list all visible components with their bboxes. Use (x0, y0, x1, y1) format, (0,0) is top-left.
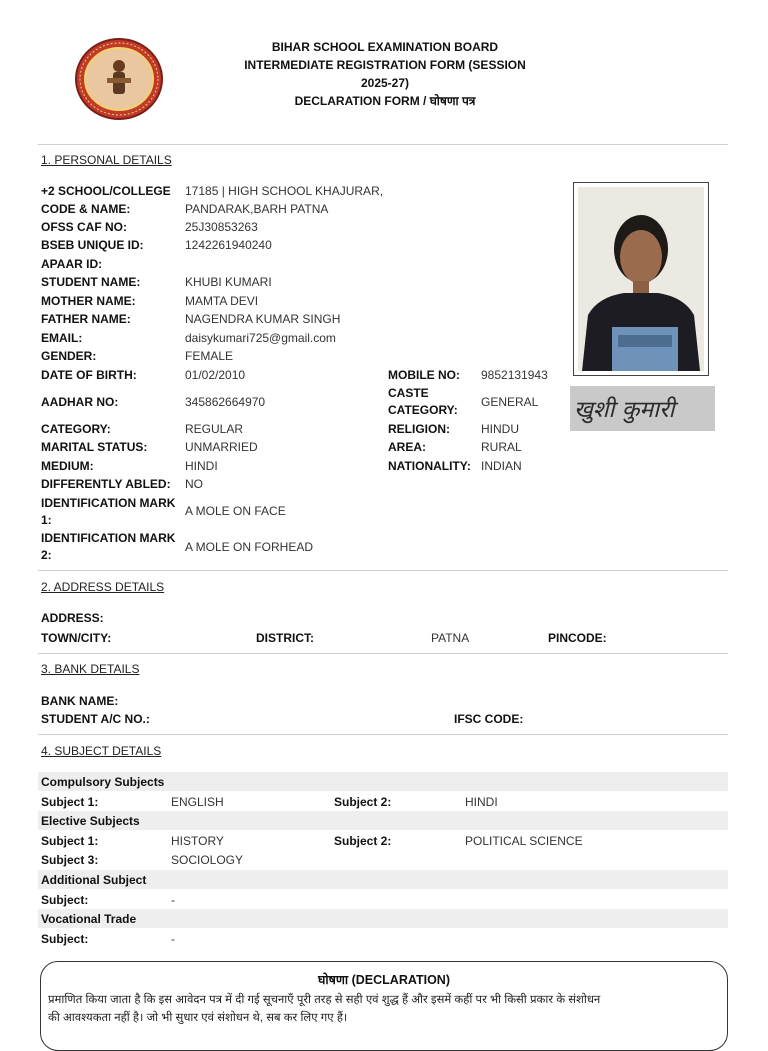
gender-value: FEMALE (185, 349, 234, 363)
aadhar-value: 345862664970 (185, 395, 266, 409)
student-name-value: KHUBI KUMARI (185, 275, 272, 289)
id-mark-2-value: A MOLE ON FORHEAD (185, 540, 314, 554)
compulsory-subject-1-label: Subject 1: (41, 795, 99, 809)
compulsory-subjects-title: Compulsory Subjects (41, 775, 165, 789)
category-value: REGULAR (185, 422, 244, 436)
elective-subject-3-value: SOCIOLOGY (171, 853, 244, 867)
ofss-label: OFSS CAF NO: (41, 220, 127, 234)
divider (38, 653, 728, 654)
pincode-label: PINCODE: (548, 631, 607, 645)
form-session: 2025-27) (360, 76, 410, 90)
form-title: INTERMEDIATE REGISTRATION FORM (SESSION (244, 58, 526, 72)
religion-value: HINDU (481, 422, 519, 436)
declaration-text-line-1: प्रमाणित किया जाता है कि इस आवेदन पत्र में दी गई सूचनाएँ पूरी तरह से सही एवं शुद्ध हैं और इसमें कहीं पर भी किसी प्रकार के संशोधन (48, 994, 601, 1006)
email-label: EMAIL: (41, 331, 83, 345)
marital-label: MARITAL STATUS: (41, 440, 148, 454)
bseb-id-value: 1242261940240 (185, 238, 272, 252)
gender-label: GENDER: (41, 349, 97, 363)
area-label: AREA: (388, 440, 426, 454)
compulsory-subject-2-label: Subject 2: (334, 795, 392, 809)
mother-name-label: MOTHER NAME: (41, 294, 136, 308)
nationality-value: INDIAN (481, 459, 522, 473)
mobile-value: 9852131943 (481, 368, 548, 382)
student-name-label: STUDENT NAME: (41, 275, 141, 289)
elective-subject-2-label: Subject 2: (334, 834, 392, 848)
board-name: BIHAR SCHOOL EXAMINATION BOARD (271, 40, 499, 54)
id-mark-1-label-cont: 1: (41, 513, 52, 527)
elective-subjects-title: Elective Subjects (41, 814, 140, 828)
elective-subject-3-label: Subject 3: (41, 853, 99, 867)
id-mark-2-label-cont: 2: (41, 548, 52, 562)
father-name-value: NAGENDRA KUMAR SINGH (185, 312, 341, 326)
elective-subject-2-value: POLITICAL SCIENCE (465, 834, 583, 848)
address-label: ADDRESS: (41, 611, 104, 625)
bseb-id-label: BSEB UNIQUE ID: (41, 238, 144, 252)
school-value-cont: PANDARAK,BARH PATNA (185, 202, 329, 216)
section-bank-details: 3. BANK DETAILS (41, 662, 140, 676)
email-value: daisykumari725@gmail.com (185, 331, 336, 345)
additional-subject-title: Additional Subject (41, 873, 147, 887)
marital-value: UNMARRIED (185, 440, 258, 454)
declaration-text-line-2: की आवश्यकता नहीं है। जो भी सुधार एवं संशोधन थे, सब कर लिए गए हैं। (48, 1012, 348, 1024)
elective-subject-1-label: Subject 1: (41, 834, 99, 848)
ifsc-label: IFSC CODE: (454, 712, 524, 726)
apaar-label: APAAR ID: (41, 257, 103, 271)
medium-label: MEDIUM: (41, 459, 94, 473)
section-subject-details: 4. SUBJECT DETAILS (41, 744, 162, 758)
dob-value: 01/02/2010 (185, 368, 246, 382)
row-background (38, 909, 728, 928)
district-value: PATNA (431, 631, 470, 645)
id-mark-2-label: IDENTIFICATION MARK (41, 531, 176, 545)
svg-text:खुशी कुमारी: खुशी कुमारी (574, 397, 675, 423)
district-label: DISTRICT: (256, 631, 314, 645)
school-label: +2 SCHOOL/COLLEGE (41, 184, 171, 198)
school-value: 17185 | HIGH SCHOOL KHAJURAR, (185, 184, 384, 198)
medium-value: HINDI (185, 459, 218, 473)
compulsory-subject-2-value: HINDI (465, 795, 498, 809)
differently-abled-label: DIFFERENTLY ABLED: (41, 477, 171, 491)
differently-abled-value: NO (185, 477, 203, 491)
mother-name-value: MAMTA DEVI (185, 294, 259, 308)
elective-subject-1-value: HISTORY (171, 834, 224, 848)
caste-value: GENERAL (481, 395, 539, 409)
additional-subject-value: - (171, 893, 175, 907)
caste-label-cont: CATEGORY: (388, 403, 458, 417)
account-no-label: STUDENT A/C NO.: (41, 712, 150, 726)
declaration-form-title: DECLARATION FORM / घोषणा पत्र (294, 94, 476, 108)
aadhar-label: AADHAR NO: (41, 395, 119, 409)
nationality-label: NATIONALITY: (388, 459, 471, 473)
area-value: RURAL (481, 440, 522, 454)
divider (38, 570, 728, 571)
dob-label: DATE OF BIRTH: (41, 368, 137, 382)
vocational-subject-value: - (171, 932, 175, 946)
section-address-details: 2. ADDRESS DETAILS (41, 580, 165, 594)
father-name-label: FATHER NAME: (41, 312, 131, 326)
vocational-subject-label: Subject: (41, 932, 89, 946)
vocational-trade-title: Vocational Trade (41, 912, 137, 926)
student-signature (570, 386, 715, 431)
bseb-emblem-icon (74, 38, 164, 120)
compulsory-subject-1-value: ENGLISH (171, 795, 224, 809)
religion-label: RELIGION: (388, 422, 450, 436)
mobile-label: MOBILE NO: (388, 368, 460, 382)
id-mark-1-label: IDENTIFICATION MARK (41, 496, 176, 510)
divider (38, 144, 728, 145)
declaration-title: घोषणा (DECLARATION) (318, 973, 450, 987)
school-label-cont: CODE & NAME: (41, 202, 131, 216)
additional-subject-label: Subject: (41, 893, 89, 907)
row-background (38, 811, 728, 830)
id-mark-1-value: A MOLE ON FACE (185, 504, 286, 518)
category-label: CATEGORY: (41, 422, 111, 436)
student-photo (573, 182, 709, 376)
divider (38, 734, 728, 735)
section-personal-details: 1. PERSONAL DETAILS (41, 153, 172, 167)
ofss-value: 25J30853263 (185, 220, 258, 234)
bank-name-label: BANK NAME: (41, 694, 119, 708)
town-city-label: TOWN/CITY: (41, 631, 112, 645)
caste-label: CASTE (388, 386, 429, 400)
